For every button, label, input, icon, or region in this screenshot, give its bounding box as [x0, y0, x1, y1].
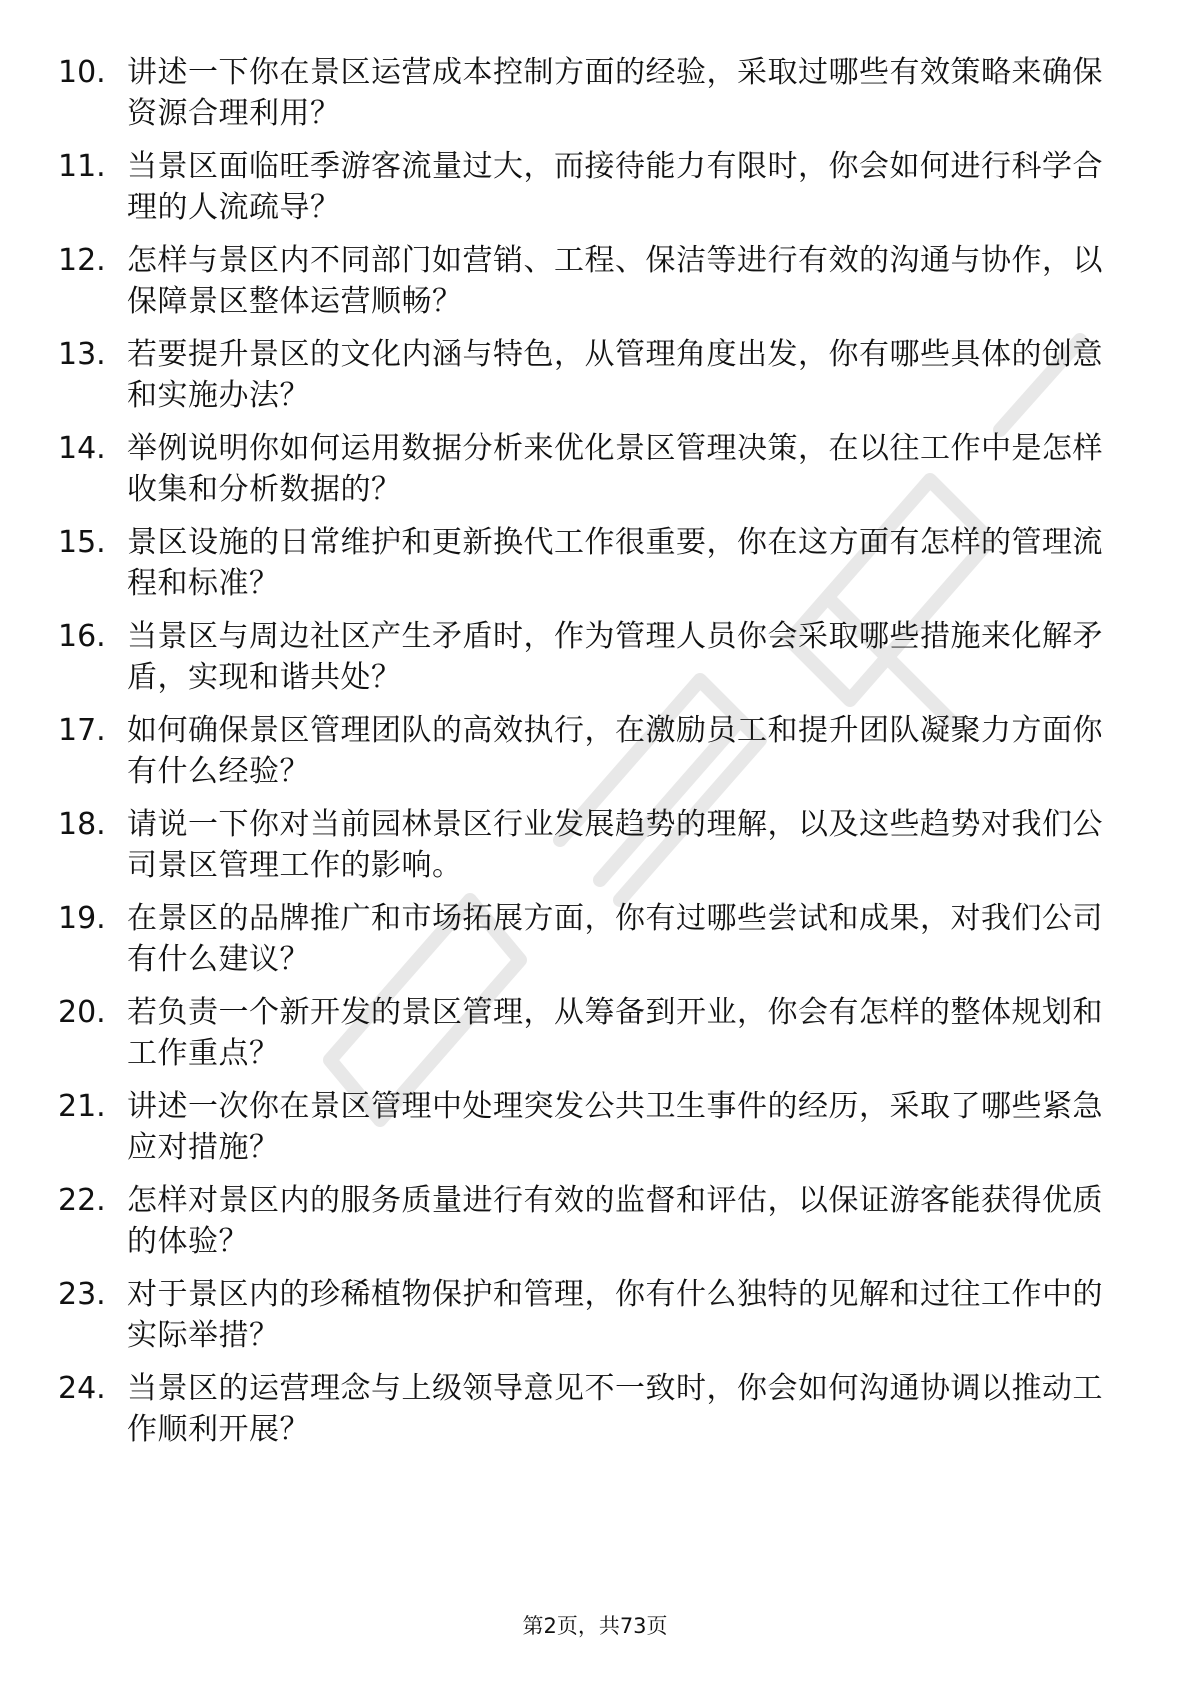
- question-number: 11.: [58, 149, 106, 184]
- question-item: [58, 1180, 1108, 1274]
- question-item: [58, 52, 1108, 146]
- question-number: 24.: [58, 1371, 106, 1406]
- question-item: [58, 1274, 1108, 1368]
- question-text: 对于景区内的珍稀植物保护和管理，你有什么独特的见解和过往工作中的实际举措？: [127, 1277, 1103, 1353]
- question-number: 18.: [58, 807, 106, 842]
- question-number: 15.: [58, 525, 106, 560]
- question-item: [58, 616, 1108, 710]
- question-text: 若负责一个新开发的景区管理，从筹备到开业，你会有怎样的整体规划和工作重点？: [127, 995, 1103, 1071]
- question-text: 怎样与景区内不同部门如营销、工程、保洁等进行有效的沟通与协作，以保障景区整体运营顺畅？: [127, 243, 1103, 319]
- question-text: 讲述一次你在景区管理中处理突发公共卫生事件的经历，采取了哪些紧急应对措施？: [127, 1089, 1103, 1165]
- question-item: [58, 804, 1108, 898]
- question-number: 13.: [58, 337, 106, 372]
- page-number-label: 第2页，共73页: [522, 1614, 668, 1638]
- question-item: [58, 1368, 1108, 1462]
- question-text: 举例说明你如何运用数据分析来优化景区管理决策，在以往工作中是怎样收集和分析数据的？: [127, 431, 1103, 507]
- question-text: 若要提升景区的文化内涵与特色，从管理角度出发，你有哪些具体的创意和实施办法？: [127, 337, 1103, 413]
- page-footer: [0, 1612, 1190, 1640]
- question-number: 17.: [58, 713, 106, 748]
- question-text: 景区设施的日常维护和更新换代工作很重要，你在这方面有怎样的管理流程和标准？: [127, 525, 1103, 601]
- question-text: 当景区面临旺季游客流量过大，而接待能力有限时，你会如何进行科学合理的人流疏导？: [127, 149, 1103, 225]
- question-number: 10.: [58, 55, 106, 90]
- question-number: 19.: [58, 901, 106, 936]
- question-text: 如何确保景区管理团队的高效执行，在激励员工和提升团队凝聚力方面你有什么经验？: [127, 713, 1103, 789]
- question-item: [58, 240, 1108, 334]
- question-item: [58, 992, 1108, 1086]
- question-text: 当景区的运营理念与上级领导意见不一致时，你会如何沟通协调以推动工作顺利开展？: [127, 1371, 1103, 1447]
- question-text: 当景区与周边社区产生矛盾时，作为管理人员你会采取哪些措施来化解矛盾，实现和谐共处？: [127, 619, 1103, 695]
- question-number: 12.: [58, 243, 106, 278]
- question-number: 16.: [58, 619, 106, 654]
- question-item: [58, 334, 1108, 428]
- question-number: 22.: [58, 1183, 106, 1218]
- question-text: 讲述一下你在景区运营成本控制方面的经验，采取过哪些有效策略来确保资源合理利用？: [127, 55, 1103, 131]
- question-item: [58, 428, 1108, 522]
- question-number: 21.: [58, 1089, 106, 1124]
- question-number: 20.: [58, 995, 106, 1030]
- question-item: [58, 522, 1108, 616]
- question-item: [58, 710, 1108, 804]
- question-list: [58, 52, 1108, 1462]
- question-text: 在景区的品牌推广和市场拓展方面，你有过哪些尝试和成果，对我们公司有什么建议？: [127, 901, 1103, 977]
- question-item: [58, 898, 1108, 992]
- question-item: [58, 1086, 1108, 1180]
- question-number: 14.: [58, 431, 106, 466]
- question-number: 23.: [58, 1277, 106, 1312]
- question-item: [58, 146, 1108, 240]
- question-text: 请说一下你对当前园林景区行业发展趋势的理解，以及这些趋势对我们公司景区管理工作的影响。: [127, 807, 1103, 883]
- question-text: 怎样对景区内的服务质量进行有效的监督和评估，以保证游客能获得优质的体验？: [127, 1183, 1103, 1259]
